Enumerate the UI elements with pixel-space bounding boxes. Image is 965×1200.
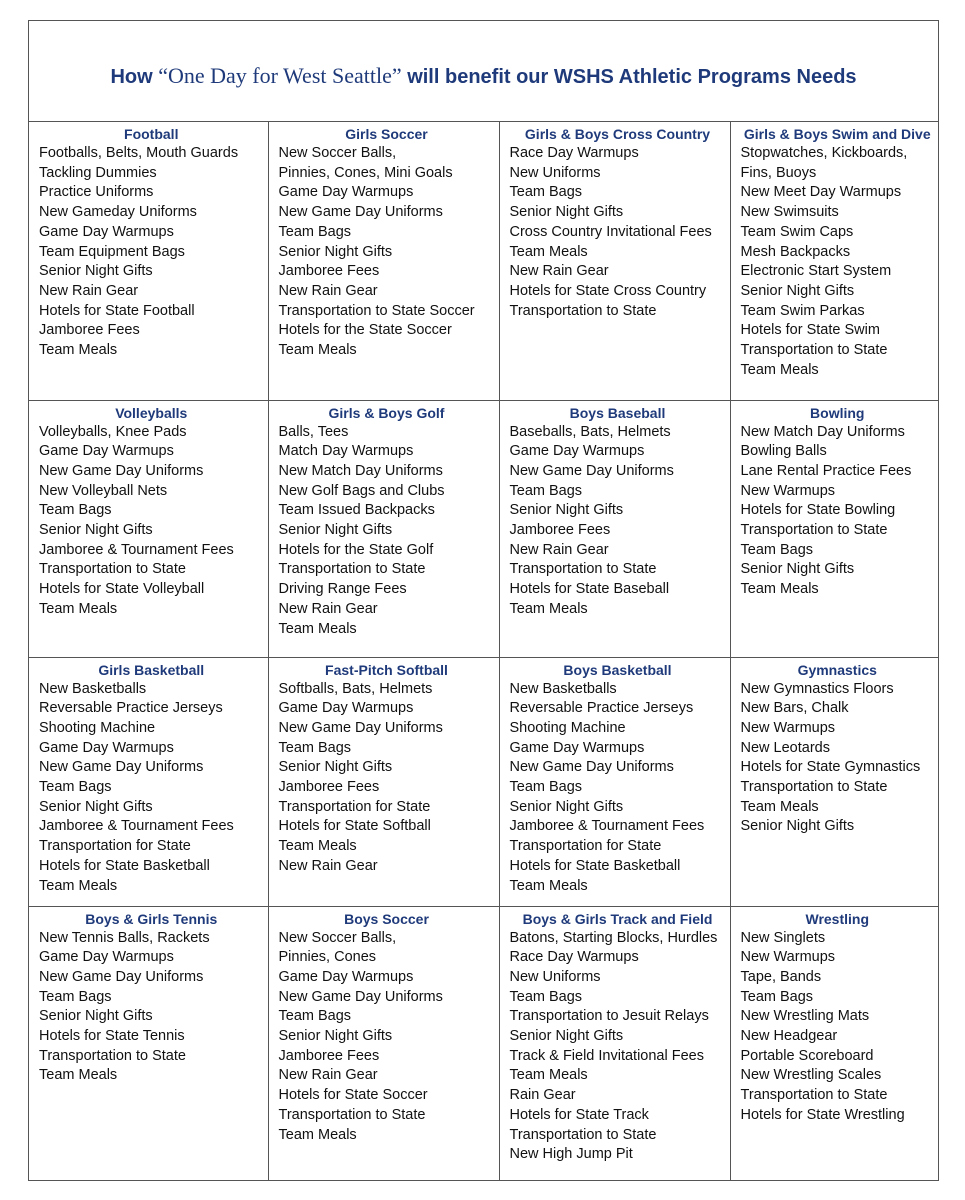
program-cell — [268, 657, 499, 906]
need-item: Transportation to State — [278, 561, 426, 578]
need-item: Senior Night Gifts — [509, 204, 624, 221]
program-cell — [29, 906, 268, 1180]
sport-heading: Girls Basketball — [98, 661, 205, 678]
needs-list — [741, 144, 935, 380]
need-item: Team Meals — [278, 620, 357, 637]
need-item: New Rain Gear — [278, 857, 378, 874]
needs-list — [279, 929, 495, 1146]
need-item: Reversable Practice Jerseys — [509, 700, 694, 717]
need-item: Team Meals — [740, 361, 819, 378]
need-item: Team Meals — [509, 1067, 588, 1084]
program-cell — [29, 657, 268, 906]
need-item: Senior Night Gifts — [39, 798, 153, 815]
programs-table — [29, 122, 938, 1180]
program-row — [29, 122, 938, 400]
sport-heading: Fast-Pitch Softball — [325, 661, 448, 678]
need-item: Team Meals — [39, 1067, 118, 1084]
need-item: Team Meals — [509, 600, 588, 617]
need-item: Team Bags — [509, 779, 583, 796]
need-item: New Rain Gear — [39, 282, 139, 299]
need-item: Transportation to State — [509, 561, 657, 578]
need-item: Hotels for State Soccer — [278, 1087, 428, 1104]
need-item: Game Day Warmups — [39, 739, 174, 756]
sport-heading: Boys Soccer — [344, 910, 429, 927]
need-item: Batons, Starting Blocks, Hurdles — [509, 929, 718, 946]
need-item: Transportation for State — [509, 838, 662, 855]
need-item: Senior Night Gifts — [740, 282, 855, 299]
need-item: Team Equipment Bags — [39, 243, 185, 260]
need-item: New Game Day Uniforms — [278, 719, 443, 736]
program-cell — [499, 122, 730, 400]
need-item: Team Bags — [39, 988, 112, 1005]
need-item: Senior Night Gifts — [39, 522, 153, 539]
needs-list — [741, 423, 935, 600]
need-item: Team Meals — [509, 877, 588, 894]
need-item: Transportation to State — [740, 779, 888, 796]
need-item: Team Meals — [39, 877, 118, 894]
program-cell — [268, 906, 499, 1180]
need-item: Team Bags — [509, 184, 583, 201]
need-item: New Warmups — [740, 949, 836, 966]
document-frame — [28, 20, 939, 1181]
need-item: Jamboree Fees — [39, 322, 140, 339]
need-item: Team Meals — [740, 581, 819, 598]
need-item: Team Swim Caps — [740, 223, 854, 240]
need-item: New High Jump Pit — [509, 1146, 633, 1163]
program-cell — [730, 122, 938, 400]
need-item: Jamboree & Tournament Fees — [39, 541, 234, 558]
sport-heading: Girls & Boys Swim and Dive — [743, 126, 931, 142]
title-prefix: How — [110, 66, 159, 88]
need-item: Team Bags — [509, 988, 583, 1005]
need-item: Transportation to State — [509, 302, 657, 319]
need-item: New Golf Bags and Clubs — [278, 482, 445, 499]
need-item: New Match Day Uniforms — [278, 462, 443, 479]
need-item: Transportation to Jesuit Relays — [509, 1008, 709, 1025]
need-item: Senior Night Gifts — [39, 1008, 153, 1025]
need-item: Driving Range Fees — [278, 581, 407, 598]
need-item: Hotels for State Basketball — [39, 857, 210, 874]
need-item: Transportation for State — [278, 798, 431, 815]
need-item: Game Day Warmups — [278, 700, 414, 717]
need-item: Hotels for State Tennis — [39, 1028, 185, 1045]
need-item: Transportation for State — [39, 838, 191, 855]
need-item: Senior Night Gifts — [278, 759, 393, 776]
need-item: Shooting Machine — [509, 719, 626, 736]
need-item: Practice Uniforms — [39, 184, 154, 201]
need-item: Game Day Warmups — [509, 443, 645, 460]
need-item: New Bars, Chalk — [740, 700, 849, 717]
sport-heading: Boys Basketball — [563, 661, 672, 678]
need-item: New Rain Gear — [509, 263, 609, 280]
need-item: New Rain Gear — [278, 600, 378, 617]
need-item: New Game Day Uniforms — [39, 968, 204, 985]
need-item: Transportation to State — [740, 342, 888, 359]
need-item: Hotels for State Football — [39, 302, 195, 319]
need-item: Jamboree Fees — [278, 263, 380, 280]
need-item: Senior Night Gifts — [278, 243, 393, 260]
need-item: New Warmups — [740, 719, 836, 736]
needs-list — [279, 423, 495, 640]
need-item: Game Day Warmups — [509, 739, 645, 756]
need-item: Bowling Balls — [740, 443, 827, 460]
needs-list — [39, 929, 264, 1087]
need-item: Game Day Warmups — [39, 949, 174, 966]
need-item: Senior Night Gifts — [740, 561, 855, 578]
sport-heading: Football — [124, 126, 179, 142]
need-item: Team Bags — [278, 223, 352, 240]
program-cell — [268, 122, 499, 400]
need-item: Jamboree Fees — [278, 1047, 380, 1064]
need-item: Senior Night Gifts — [509, 502, 624, 519]
need-item: Transportation to State — [278, 1106, 426, 1123]
need-item: New Gymnastics Floors — [740, 680, 894, 697]
need-item: Rain Gear — [509, 1087, 576, 1104]
need-item: Game Day Warmups — [39, 443, 174, 460]
need-item: Team Issued Backpacks — [278, 502, 435, 519]
need-item: New Rain Gear — [509, 541, 609, 558]
need-item: Senior Night Gifts — [278, 1028, 393, 1045]
need-item: New Rain Gear — [278, 1067, 378, 1084]
need-item: Team Meals — [39, 600, 118, 617]
need-item: Team Meals — [509, 243, 588, 260]
need-item: New Wrestling Scales — [740, 1067, 882, 1084]
need-item: New Basketballs — [509, 680, 617, 697]
need-item: Senior Night Gifts — [509, 798, 624, 815]
need-item: New Warmups — [740, 482, 836, 499]
need-item: New Singlets — [740, 929, 826, 946]
need-item: Senior Night Gifts — [509, 1028, 624, 1045]
need-item: New Uniforms — [509, 968, 601, 985]
need-item: Balls, Tees — [278, 423, 349, 440]
document-header — [29, 21, 938, 122]
need-item: Jamboree & Tournament Fees — [509, 818, 705, 835]
need-item: Hotels for the State Soccer — [278, 322, 452, 339]
need-item: New Uniforms — [509, 164, 601, 181]
needs-list — [39, 144, 264, 361]
need-item: Race Day Warmups — [509, 145, 639, 161]
need-item: Electronic Start System — [740, 263, 892, 280]
need-item: Game Day Warmups — [278, 184, 414, 201]
needs-list — [741, 929, 935, 1126]
needs-list — [279, 680, 495, 877]
need-item: Track & Field Invitational Fees — [509, 1047, 704, 1064]
need-item: Pinnies, Cones — [278, 949, 377, 966]
needs-list — [510, 144, 726, 321]
need-item: Transportation to State — [39, 1047, 186, 1064]
need-item: Hotels for State Basketball — [509, 857, 681, 874]
need-item: New Soccer Balls, — [278, 145, 397, 161]
need-item: Fins, Buoys — [740, 164, 817, 181]
need-item: Portable Scoreboard — [740, 1047, 874, 1064]
need-item: Hotels for State Gymnastics — [740, 759, 921, 776]
need-item: New Game Day Uniforms — [278, 988, 443, 1005]
need-item: Hotels for State Baseball — [509, 581, 670, 598]
need-item: Hotels for the State Golf — [278, 541, 434, 558]
need-item: Team Swim Parkas — [740, 302, 865, 319]
need-item: New Volleyball Nets — [39, 482, 168, 499]
needs-list — [279, 144, 495, 361]
sport-heading: Girls & Boys Golf — [328, 404, 445, 421]
need-item: Tackling Dummies — [39, 164, 157, 181]
need-item: Team Meals — [278, 838, 357, 855]
need-item: Senior Night Gifts — [740, 818, 855, 835]
program-row — [29, 657, 938, 906]
needs-list — [510, 423, 726, 620]
need-item: New Game Day Uniforms — [509, 759, 674, 776]
need-item: Race Day Warmups — [509, 949, 639, 966]
need-item: Hotels for State Track — [509, 1106, 649, 1123]
sport-heading: Girls Soccer — [345, 126, 428, 142]
need-item: Match Day Warmups — [278, 443, 414, 460]
need-item: Team Bags — [278, 1008, 352, 1025]
need-item: Hotels for State Bowling — [740, 502, 896, 519]
need-item: Jamboree & Tournament Fees — [39, 818, 234, 835]
need-item: New Gameday Uniforms — [39, 204, 197, 221]
need-item: Hotels for State Wrestling — [740, 1106, 905, 1123]
need-item: Senior Night Gifts — [39, 263, 153, 280]
title-quote: “One Day for West Seattle” — [158, 63, 402, 88]
need-item: Senior Night Gifts — [278, 522, 393, 539]
program-cell — [499, 906, 730, 1180]
need-item: Team Bags — [740, 988, 814, 1005]
need-item: New Wrestling Mats — [740, 1008, 870, 1025]
program-cell — [499, 657, 730, 906]
need-item: Shooting Machine — [39, 719, 156, 736]
program-cell — [268, 400, 499, 657]
need-item: Team Bags — [509, 482, 583, 499]
need-item: New Match Day Uniforms — [740, 423, 905, 440]
need-item: Hotels for State Swim — [740, 322, 880, 339]
need-item: Transportation to State Soccer — [278, 302, 475, 319]
program-cell — [29, 122, 268, 400]
program-cell — [730, 657, 938, 906]
program-row — [29, 400, 938, 657]
program-row — [29, 906, 938, 1180]
sport-heading: Girls & Boys Cross Country — [524, 126, 711, 142]
needs-list — [510, 680, 726, 897]
sport-heading: Gymnastics — [797, 661, 877, 678]
needs-list — [741, 680, 935, 838]
need-item: Jamboree Fees — [509, 522, 611, 539]
need-item: Game Day Warmups — [278, 968, 414, 985]
need-item: New Game Day Uniforms — [39, 759, 204, 776]
need-item: Hotels for State Cross Country — [509, 282, 707, 299]
need-item: Jamboree Fees — [278, 779, 380, 796]
need-item: New Swimsuits — [740, 204, 839, 221]
need-item: Team Bags — [39, 502, 112, 519]
sport-heading: Boys & Girls Tennis — [85, 910, 218, 927]
need-item: Hotels for State Softball — [278, 818, 431, 835]
need-item: Cross Country Invitational Fees — [509, 223, 712, 240]
need-item: Game Day Warmups — [39, 223, 174, 240]
program-cell — [730, 400, 938, 657]
need-item: Reversable Practice Jerseys — [39, 700, 223, 717]
need-item: Transportation to State — [509, 1126, 657, 1143]
needs-list — [39, 680, 264, 897]
title-suffix: will benefit our WSHS Athletic Programs Needs — [401, 66, 857, 88]
needs-list — [39, 423, 264, 620]
need-item: Team Bags — [278, 739, 352, 756]
page-title — [110, 63, 856, 89]
need-item: New Basketballs — [39, 680, 147, 697]
need-item: Transportation to State — [39, 561, 186, 578]
need-item: Transportation to State — [740, 522, 888, 539]
need-item: Team Bags — [39, 779, 112, 796]
sport-heading: Boys & Girls Track and Field — [522, 910, 713, 927]
need-item: Tape, Bands — [740, 968, 822, 985]
sport-heading: Boys Baseball — [569, 404, 666, 421]
need-item: New Tennis Balls, Rackets — [39, 929, 210, 946]
need-item: Team Meals — [278, 1126, 357, 1143]
need-item: New Leotards — [740, 739, 830, 756]
need-item: Lane Rental Practice Fees — [740, 462, 912, 479]
need-item: Hotels for State Volleyball — [39, 581, 205, 598]
need-item: Footballs, Belts, Mouth Guards — [39, 145, 239, 161]
sport-heading: Bowling — [810, 404, 865, 421]
need-item: New Rain Gear — [278, 282, 378, 299]
program-cell — [29, 400, 268, 657]
need-item: Stopwatches, Kickboards, — [740, 145, 908, 161]
program-cell — [499, 400, 730, 657]
needs-list — [510, 929, 726, 1165]
need-item: Volleyballs, Knee Pads — [39, 423, 187, 440]
need-item: Baseballs, Bats, Helmets — [509, 423, 671, 440]
program-cell — [730, 906, 938, 1180]
sport-heading: Volleyballs — [115, 404, 188, 421]
need-item: Mesh Backpacks — [740, 243, 851, 260]
need-item: New Headgear — [740, 1028, 838, 1045]
need-item: New Game Day Uniforms — [39, 462, 204, 479]
need-item: Team Meals — [740, 798, 819, 815]
need-item: Team Meals — [39, 342, 118, 359]
need-item: Pinnies, Cones, Mini Goals — [278, 164, 453, 181]
need-item: New Game Day Uniforms — [509, 462, 674, 479]
need-item: Team Bags — [740, 541, 814, 558]
need-item: Team Meals — [278, 342, 357, 359]
need-item: New Meet Day Warmups — [740, 184, 902, 201]
need-item: Transportation to State — [740, 1087, 888, 1104]
need-item: New Game Day Uniforms — [278, 204, 443, 221]
programs-table-body — [29, 122, 938, 1180]
need-item: Softballs, Bats, Helmets — [278, 680, 433, 697]
need-item: New Soccer Balls, — [278, 929, 397, 946]
sport-heading: Wrestling — [805, 910, 870, 927]
